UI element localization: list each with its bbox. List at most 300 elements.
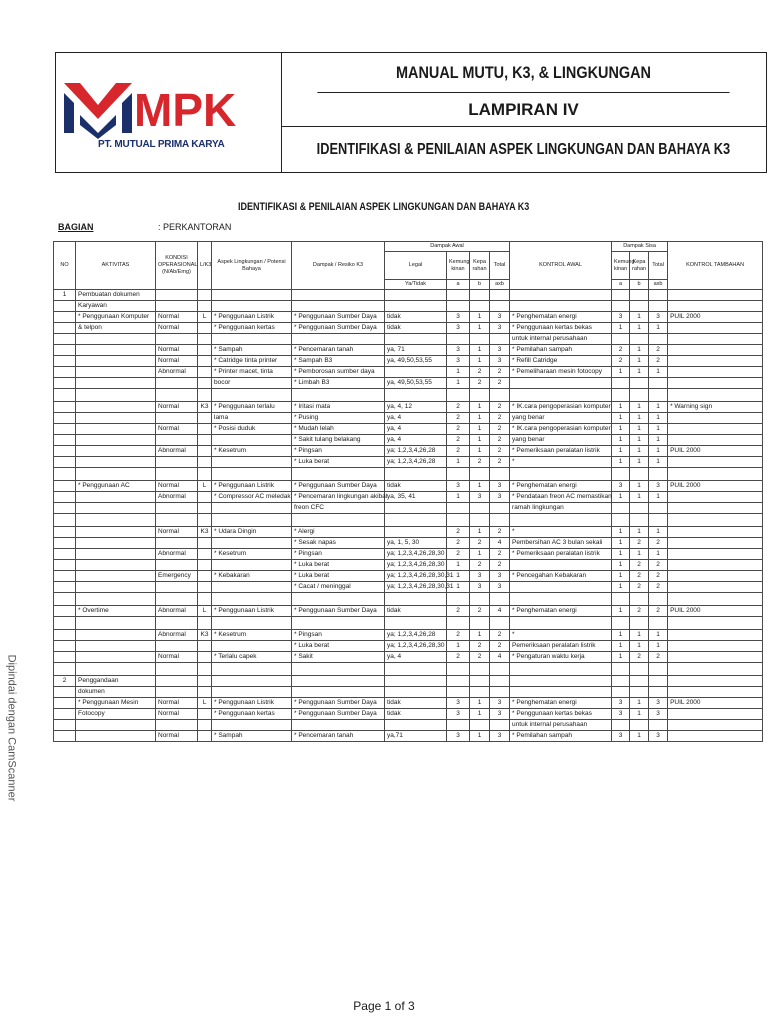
table-cell: Emergency xyxy=(156,571,198,582)
table-cell xyxy=(612,720,630,731)
table-cell xyxy=(668,301,763,312)
table-cell: 3 xyxy=(470,582,490,593)
table-cell xyxy=(76,424,156,435)
table-cell: 1 xyxy=(630,345,649,356)
table-cell xyxy=(54,345,76,356)
table-cell: * Udara Dingin xyxy=(212,527,292,538)
table-cell: ya, 1, 5, 30 xyxy=(385,538,447,549)
table-cell xyxy=(54,641,76,652)
table-cell xyxy=(612,503,630,514)
table-cell xyxy=(54,468,76,481)
table-cell: 1 xyxy=(612,323,630,334)
table-cell: Normal xyxy=(156,323,198,334)
table-cell: 3 xyxy=(447,323,470,334)
table-cell: 1 xyxy=(447,492,470,503)
table-cell: 2 xyxy=(649,652,668,663)
table-cell xyxy=(198,538,212,549)
table-header xyxy=(54,242,763,290)
table-cell xyxy=(212,641,292,652)
table-cell xyxy=(612,687,630,698)
table-cell: * Alergi xyxy=(292,527,385,538)
table-cell: 2 xyxy=(649,606,668,617)
table-cell xyxy=(447,514,470,527)
table-cell xyxy=(612,334,630,345)
table-cell xyxy=(198,560,212,571)
table-cell xyxy=(198,514,212,527)
table-cell: 1 xyxy=(630,356,649,367)
table-cell: * Sampah xyxy=(212,731,292,742)
table-cell: 1 xyxy=(630,549,649,560)
table-cell: Abnormal xyxy=(156,367,198,378)
table-cell: Normal xyxy=(156,731,198,742)
table-cell xyxy=(490,617,510,630)
table-cell: * Luka berat xyxy=(292,560,385,571)
table-cell: * xyxy=(510,527,612,538)
table-cell: * Compressor AC meledak xyxy=(212,492,292,503)
table-row xyxy=(54,720,763,731)
table-cell xyxy=(668,435,763,446)
table-cell: 1 xyxy=(649,641,668,652)
table-cell xyxy=(76,571,156,582)
table-cell: 2 xyxy=(490,549,510,560)
company-logo-block xyxy=(56,53,282,172)
table-cell xyxy=(510,617,612,630)
table-cell xyxy=(668,514,763,527)
table-cell xyxy=(212,687,292,698)
table-cell: 1 xyxy=(649,367,668,378)
table-cell xyxy=(54,378,76,389)
table-cell: 1 xyxy=(447,457,470,468)
table-row xyxy=(54,641,763,652)
table-cell: 3 xyxy=(447,731,470,742)
table-cell xyxy=(490,687,510,698)
table-cell xyxy=(54,301,76,312)
table-cell xyxy=(54,413,76,424)
table-cell xyxy=(198,435,212,446)
table-cell: 1 xyxy=(630,698,649,709)
table-cell: 1 xyxy=(612,641,630,652)
table-cell xyxy=(385,334,447,345)
table-cell xyxy=(630,617,649,630)
table-cell: 3 xyxy=(490,345,510,356)
table-cell xyxy=(76,334,156,345)
table-row xyxy=(54,593,763,606)
table-cell: * Penggunaan Listrik xyxy=(212,312,292,323)
table-cell xyxy=(212,334,292,345)
table-cell: 3 xyxy=(470,492,490,503)
table-cell: Normal xyxy=(156,527,198,538)
table-cell xyxy=(198,676,212,687)
table-cell: * Overtime xyxy=(76,606,156,617)
table-cell: ya; 1,2,3,4,26,28,30 xyxy=(385,549,447,560)
table-cell xyxy=(490,676,510,687)
table-cell: 1 xyxy=(612,402,630,413)
table-cell xyxy=(668,663,763,676)
table-cell xyxy=(156,687,198,698)
table-cell: 2 xyxy=(447,652,470,663)
table-cell: * Catridge tinta printer xyxy=(212,356,292,367)
table-cell: 2 xyxy=(630,582,649,593)
table-cell: 1 xyxy=(612,457,630,468)
table-cell: 1 xyxy=(470,549,490,560)
table-cell: 3 xyxy=(490,323,510,334)
table-cell xyxy=(385,367,447,378)
table-cell xyxy=(447,503,470,514)
table-cell: ya, 71 xyxy=(385,345,447,356)
table-cell: Abnormal xyxy=(156,446,198,457)
table-cell: 1 xyxy=(630,527,649,538)
table-cell: 3 xyxy=(447,481,470,492)
table-cell xyxy=(76,367,156,378)
table-cell xyxy=(612,676,630,687)
table-cell: ya; 1,2,3,4,26,28,30 xyxy=(385,641,447,652)
table-cell xyxy=(385,687,447,698)
table-cell xyxy=(510,290,612,301)
table-cell xyxy=(470,663,490,676)
table-cell: 1 xyxy=(470,413,490,424)
table-cell: 1 xyxy=(649,446,668,457)
table-cell: bocor xyxy=(212,378,292,389)
table-cell xyxy=(630,687,649,698)
table-cell: 3 xyxy=(649,698,668,709)
table-cell xyxy=(630,676,649,687)
table-cell: * Penghematan energi xyxy=(510,312,612,323)
table-cell: Abnormal xyxy=(156,492,198,503)
table-cell: Normal xyxy=(156,481,198,492)
table-cell: ya; 1,2,3,4,26,28,30,31 xyxy=(385,571,447,582)
table-row xyxy=(54,312,763,323)
table-cell: * Penggunaan Mesin xyxy=(76,698,156,709)
table-cell: * Posisi duduk xyxy=(212,424,292,435)
table-cell xyxy=(54,367,76,378)
table-cell xyxy=(385,527,447,538)
table-cell: * Pemborosan sumber daya xyxy=(292,367,385,378)
table-cell: Karyawan xyxy=(76,301,156,312)
table-cell: 1 xyxy=(470,323,490,334)
table-cell: * Pingsan xyxy=(292,446,385,457)
document-title: IDENTIFIKASI & PENILAIAN ASPEK LINGKUNGAN DAN BAHAYA K3 xyxy=(316,140,731,158)
table-cell xyxy=(156,435,198,446)
table-cell xyxy=(54,663,76,676)
table-cell xyxy=(198,424,212,435)
table-cell: 2 xyxy=(490,630,510,641)
table-row xyxy=(54,652,763,663)
table-cell xyxy=(292,514,385,527)
table-cell: 2 xyxy=(470,367,490,378)
table-cell xyxy=(54,582,76,593)
table-cell xyxy=(668,731,763,742)
table-cell xyxy=(212,435,292,446)
table-cell: 2 xyxy=(630,606,649,617)
table-cell: 2 xyxy=(490,560,510,571)
table-cell: 1 xyxy=(630,641,649,652)
table-cell xyxy=(54,527,76,538)
table-cell: 1 xyxy=(470,527,490,538)
table-cell xyxy=(54,389,76,402)
table-cell xyxy=(385,468,447,481)
table-cell: 2 xyxy=(490,378,510,389)
table-cell xyxy=(668,582,763,593)
table-cell xyxy=(156,582,198,593)
table-cell: 2 xyxy=(649,538,668,549)
table-cell xyxy=(612,301,630,312)
table-cell xyxy=(649,663,668,676)
table-cell xyxy=(212,468,292,481)
table-cell: 1 xyxy=(630,312,649,323)
table-cell xyxy=(668,630,763,641)
table-cell xyxy=(292,334,385,345)
table-cell xyxy=(54,687,76,698)
hazard-table xyxy=(53,241,763,742)
table-row xyxy=(54,606,763,617)
table-cell xyxy=(76,720,156,731)
table-cell: Abnormal xyxy=(156,630,198,641)
table-cell: 3 xyxy=(447,345,470,356)
table-cell: 1 xyxy=(649,323,668,334)
table-cell: tidak xyxy=(385,481,447,492)
table-cell: 4 xyxy=(490,538,510,549)
table-cell: yang benar xyxy=(510,435,612,446)
table-cell: * Pingsan xyxy=(292,630,385,641)
table-cell: Normal xyxy=(156,709,198,720)
table-row xyxy=(54,514,763,527)
table-cell xyxy=(156,538,198,549)
table-cell: 1 xyxy=(470,709,490,720)
table-cell: * Printer macet, tinta xyxy=(212,367,292,378)
table-cell xyxy=(612,378,630,389)
table-cell: 3 xyxy=(612,312,630,323)
table-cell xyxy=(630,720,649,731)
table-cell xyxy=(649,389,668,402)
table-cell: 1 xyxy=(612,582,630,593)
table-cell: * Pusing xyxy=(292,413,385,424)
table-cell xyxy=(212,514,292,527)
table-cell: Abnormal xyxy=(156,549,198,560)
table-cell xyxy=(54,424,76,435)
table-cell: 1 xyxy=(612,606,630,617)
table-row xyxy=(54,698,763,709)
table-cell xyxy=(470,617,490,630)
table-cell xyxy=(510,687,612,698)
table-cell: L xyxy=(198,606,212,617)
table-cell xyxy=(668,720,763,731)
table-cell: 1 xyxy=(612,652,630,663)
table-cell: Normal xyxy=(156,402,198,413)
table-row xyxy=(54,334,763,345)
table-cell xyxy=(54,720,76,731)
table-cell: 3 xyxy=(490,582,510,593)
table-cell: 2 xyxy=(447,538,470,549)
table-cell xyxy=(198,687,212,698)
table-cell xyxy=(76,582,156,593)
table-cell xyxy=(54,446,76,457)
table-cell: 1 xyxy=(612,571,630,582)
table-cell xyxy=(668,593,763,606)
table-cell: * Cacat / meninggal xyxy=(292,582,385,593)
table-cell: 1 xyxy=(630,446,649,457)
table-cell: ya; 1,2,3,4,26,28 xyxy=(385,446,447,457)
table-cell: * Sesak napas xyxy=(292,538,385,549)
table-cell xyxy=(76,345,156,356)
table-cell xyxy=(198,446,212,457)
table-cell: 1 xyxy=(612,492,630,503)
col-axb: axb xyxy=(490,280,510,290)
table-cell xyxy=(447,720,470,731)
table-cell: 3 xyxy=(490,492,510,503)
table-cell: 2 xyxy=(630,571,649,582)
table-cell xyxy=(668,549,763,560)
table-cell xyxy=(470,720,490,731)
table-cell xyxy=(668,709,763,720)
table-cell: 2 xyxy=(490,413,510,424)
company-name: PT. MUTUAL PRIMA KARYA xyxy=(98,139,225,150)
table-cell xyxy=(668,323,763,334)
table-cell xyxy=(212,301,292,312)
table-cell: * Penggunaan Komputer xyxy=(76,312,156,323)
table-cell: * Warning sign xyxy=(668,402,763,413)
table-cell: * xyxy=(510,630,612,641)
table-cell: 4 xyxy=(490,652,510,663)
table-cell xyxy=(198,709,212,720)
table-cell xyxy=(198,367,212,378)
table-cell: * Penggunaan terlalu xyxy=(212,402,292,413)
table-cell: * IK.cara pengoperasian komputer xyxy=(510,424,612,435)
table-cell: 1 xyxy=(54,290,76,301)
table-cell: 3 xyxy=(490,731,510,742)
table-cell xyxy=(54,606,76,617)
table-cell xyxy=(630,389,649,402)
table-cell: 1 xyxy=(630,481,649,492)
table-cell xyxy=(470,468,490,481)
table-cell xyxy=(198,641,212,652)
table-cell xyxy=(510,514,612,527)
table-cell: * Penggunaan Listrik xyxy=(212,481,292,492)
table-cell xyxy=(198,413,212,424)
table-cell xyxy=(156,457,198,468)
table-cell: 1 xyxy=(447,582,470,593)
table-cell: * Sakit tulang belakang xyxy=(292,435,385,446)
table-cell xyxy=(630,593,649,606)
table-row xyxy=(54,538,763,549)
table-cell: * Penggunaan kertas bekas xyxy=(510,709,612,720)
table-cell: 3 xyxy=(490,481,510,492)
table-cell: Normal xyxy=(156,698,198,709)
table-cell: 1 xyxy=(470,435,490,446)
table-cell: dokumen xyxy=(76,687,156,698)
table-cell xyxy=(630,378,649,389)
table-cell xyxy=(490,503,510,514)
table-cell xyxy=(490,663,510,676)
table-cell: 2 xyxy=(630,652,649,663)
table-cell: 2 xyxy=(490,641,510,652)
table-cell: 1 xyxy=(470,446,490,457)
table-cell: 2 xyxy=(490,402,510,413)
table-cell: 2 xyxy=(447,606,470,617)
table-cell xyxy=(668,617,763,630)
table-cell: * Penggunaan AC xyxy=(76,481,156,492)
col-ya-tidak: Ya/Tidak xyxy=(385,280,447,290)
table-cell: 2 xyxy=(470,641,490,652)
table-cell xyxy=(490,720,510,731)
table-cell xyxy=(385,514,447,527)
table-cell: 3 xyxy=(470,571,490,582)
table-cell xyxy=(212,389,292,402)
table-cell: * IK.cara pengoperasian komputer xyxy=(510,402,612,413)
table-cell xyxy=(54,435,76,446)
table-cell xyxy=(612,290,630,301)
col-b: b xyxy=(470,280,490,290)
table-cell xyxy=(668,687,763,698)
table-row xyxy=(54,560,763,571)
table-cell xyxy=(76,630,156,641)
col-sisa-axb: axb xyxy=(649,280,668,290)
table-row xyxy=(54,503,763,514)
table-cell xyxy=(156,301,198,312)
table-cell xyxy=(76,560,156,571)
table-cell xyxy=(54,312,76,323)
table-cell: 3 xyxy=(612,481,630,492)
table-cell xyxy=(76,435,156,446)
table-cell: 1 xyxy=(630,424,649,435)
table-cell: 2 xyxy=(649,560,668,571)
table-cell: * Pendataan freon AC memastikan xyxy=(510,492,612,503)
table-cell: ya; 1,2,3,4,26,28 xyxy=(385,457,447,468)
table-cell: 2 xyxy=(612,356,630,367)
table-cell xyxy=(510,663,612,676)
table-cell: * Mudah lelah xyxy=(292,424,385,435)
table-cell: PUIL 2000 xyxy=(668,446,763,457)
table-row xyxy=(54,446,763,457)
col-sisa-kemungkinan: Kemung kinan xyxy=(612,252,630,280)
table-cell xyxy=(668,356,763,367)
table-cell: Normal xyxy=(156,312,198,323)
table-cell: 2 xyxy=(630,560,649,571)
table-cell: * Penghematan energi xyxy=(510,698,612,709)
table-cell: Abnormal xyxy=(156,606,198,617)
table-cell: 1 xyxy=(630,402,649,413)
table-cell: ya, 4 xyxy=(385,424,447,435)
table-cell xyxy=(156,514,198,527)
table-cell: Normal xyxy=(156,356,198,367)
table-cell: 2 xyxy=(630,538,649,549)
table-cell: 1 xyxy=(447,641,470,652)
table-cell xyxy=(156,334,198,345)
table-cell xyxy=(198,356,212,367)
table-cell xyxy=(668,290,763,301)
col-kondisi: KONDISI OPERASIONAL (N/Ab/Emg) xyxy=(156,242,198,290)
table-cell: 1 xyxy=(630,731,649,742)
table-cell: 1 xyxy=(630,367,649,378)
table-cell: tidak xyxy=(385,312,447,323)
table-cell xyxy=(212,538,292,549)
table-cell: 3 xyxy=(649,709,668,720)
table-cell: 1 xyxy=(612,435,630,446)
table-cell: 1 xyxy=(649,549,668,560)
table-row xyxy=(54,731,763,742)
bagian-label: BAGIAN xyxy=(58,222,94,232)
table-cell xyxy=(490,301,510,312)
table-cell xyxy=(156,593,198,606)
table-cell: Pembuatan dokumen xyxy=(76,290,156,301)
table-cell: 2 xyxy=(649,582,668,593)
table-cell xyxy=(76,641,156,652)
table-title: IDENTIFIKASI & PENILAIAN ASPEK LINGKUNGAN DAN BAHAYA K3 xyxy=(238,201,530,213)
table-cell: 1 xyxy=(612,446,630,457)
table-cell xyxy=(54,549,76,560)
table-cell xyxy=(510,582,612,593)
table-cell xyxy=(54,630,76,641)
table-cell: * Pingsan xyxy=(292,549,385,560)
